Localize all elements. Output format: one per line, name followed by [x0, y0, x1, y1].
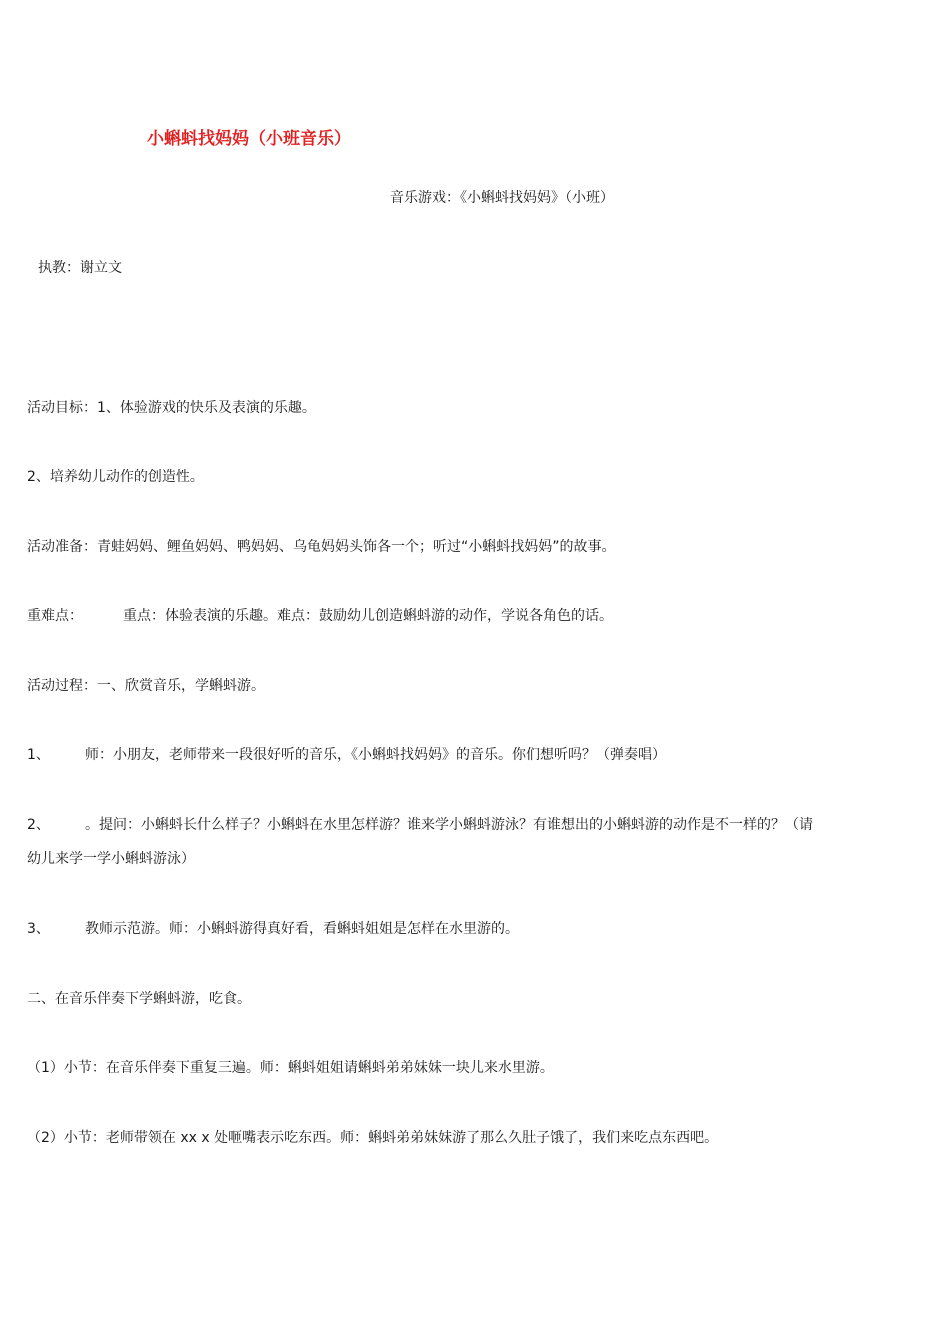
subtitle: 音乐游戏：《小蝌蚪找妈妈》（小班）	[390, 190, 614, 206]
section-2-heading: 二、在音乐伴奏下学蝌蚪游，吃食。	[27, 991, 251, 1007]
step-text: 。提问：小蝌蚪长什么样子？小蝌蚪在水里怎样游？谁来学小蝌蚪游泳？有谁想出的小蝌蚪游的动作是不一样的？（请	[85, 817, 813, 833]
step-text: 教师示范游。师：小蝌蚪游得真好看，看蝌蚪姐姐是怎样在水里游的。	[85, 921, 519, 937]
step-number: 3、	[27, 921, 50, 937]
goal-item-2: 2、培养幼儿动作的创造性。	[27, 469, 204, 485]
process-step-1	[27, 745, 666, 765]
document-title: 小蝌蚪找妈妈（小班音乐）	[147, 129, 351, 149]
step-number: 1、	[27, 747, 50, 763]
key-points-label: 重难点：	[27, 608, 83, 624]
process-step-3	[27, 919, 519, 939]
goal-item-1: 1、体验游戏的快乐及表演的乐趣。	[97, 400, 316, 416]
key-points-text: 重点：体验表演的乐趣。难点：鼓励幼儿创造蝌蚪游的动作，学说各角色的话。	[123, 608, 613, 624]
step-text: 师：小朋友，老师带来一段很好听的音乐，《小蝌蚪找妈妈》的音乐。你们想听吗？（弹奏唱）	[85, 747, 666, 763]
goal-line	[27, 398, 316, 418]
section-2-item-2: （2）小节：老师带领在 xx x 处咂嘴表示吃东西。师：蝌蚪弟弟妹妹游了那么久肚子饿了，我们来吃点东西吧。	[27, 1130, 719, 1146]
teacher-line: 执教：谢立文	[38, 260, 122, 276]
goal-label: 活动目标：	[27, 400, 97, 416]
step-number: 2、	[27, 817, 50, 833]
process-step-2-continued: 幼儿来学一学小蝌蚪游泳）	[27, 851, 195, 867]
process-intro: 活动过程：一、欣赏音乐，学蝌蚪游。	[27, 678, 265, 694]
section-2-item-1: （1）小节：在音乐伴奏下重复三遍。师：蝌蚪姐姐请蝌蚪弟弟妹妹一块儿来水里游。	[27, 1060, 554, 1076]
process-step-2	[27, 815, 813, 835]
key-points-line	[27, 606, 613, 626]
preparation-line: 活动准备：青蛙妈妈、鲤鱼妈妈、鸭妈妈、乌龟妈妈头饰各一个；听过“小蝌蚪找妈妈”的故事。	[27, 539, 616, 555]
